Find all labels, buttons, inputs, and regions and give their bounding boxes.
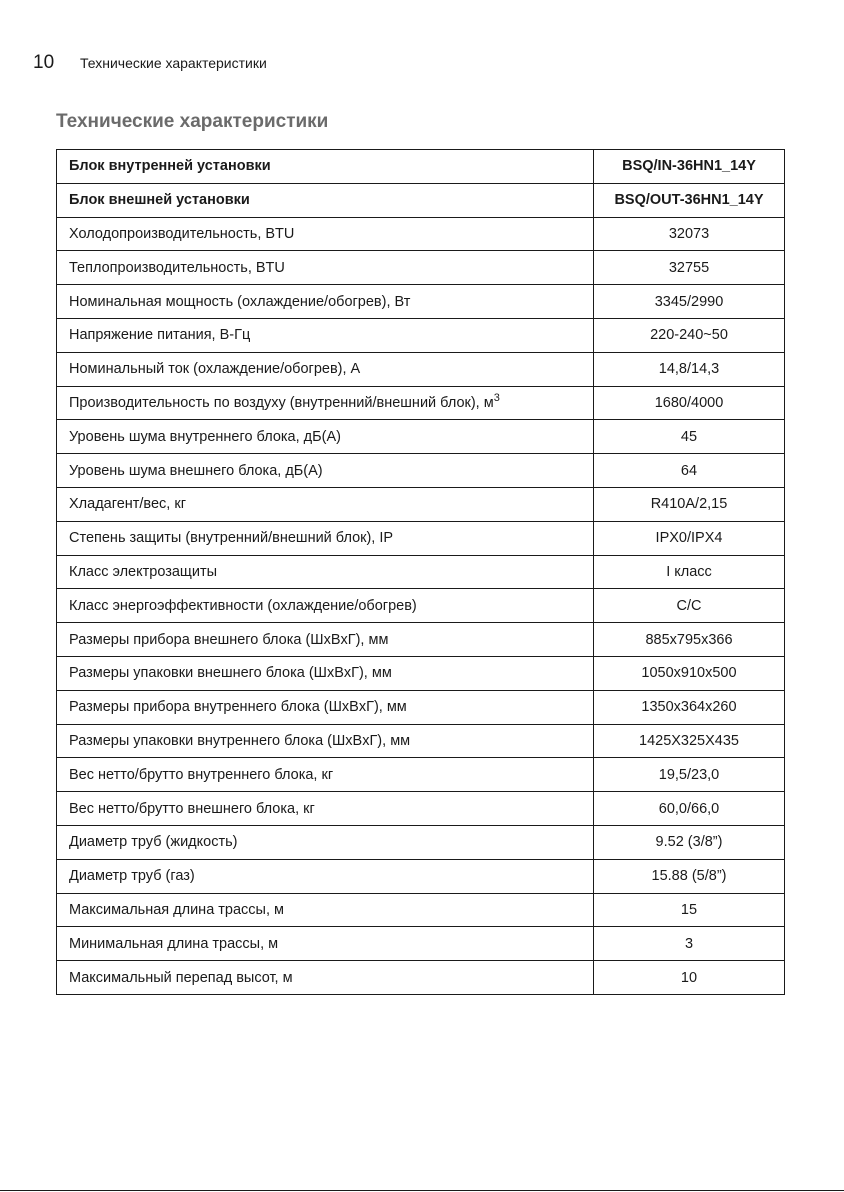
- value-cell: 15.88 (5/8”): [594, 859, 785, 893]
- param-cell: [57, 758, 594, 792]
- value-cell: 32755: [594, 251, 785, 285]
- value-cell: 1425X325X435: [594, 724, 785, 758]
- param-cell: [57, 859, 594, 893]
- value-cell: 14,8/14,3: [594, 352, 785, 386]
- table-row: [57, 623, 785, 657]
- value-cell: 45: [594, 420, 785, 454]
- value-cell: 15: [594, 893, 785, 927]
- table-row: [57, 927, 785, 961]
- table-row: [57, 454, 785, 488]
- param-cell: [57, 656, 594, 690]
- table-row: [57, 251, 785, 285]
- table-row: [57, 386, 785, 420]
- value-cell: BSQ/OUT-36HN1_14Y: [594, 183, 785, 217]
- table-row: [57, 420, 785, 454]
- param-cell: [57, 792, 594, 826]
- param-cell: [57, 825, 594, 859]
- param-label: Напряжение питания, В-Гц: [69, 327, 251, 344]
- table-row: [57, 690, 785, 724]
- param-cell: [57, 961, 594, 995]
- param-cell: [57, 251, 594, 285]
- param-cell: [57, 420, 594, 454]
- table-row: [57, 589, 785, 623]
- section-title: Технические характеристики: [56, 111, 329, 132]
- param-label: Вес нетто/брутто внутреннего блока, кг: [69, 766, 334, 783]
- param-label: Теплопроизводительность, BTU: [69, 259, 285, 276]
- param-label: Размеры прибора внешнего блока (ШxВxГ), мм: [69, 631, 389, 648]
- param-cell: [57, 589, 594, 623]
- table-row: [57, 318, 785, 352]
- value-cell: C/C: [594, 589, 785, 623]
- table-row: [57, 217, 785, 251]
- param-label: Минимальная длина трассы, м: [69, 935, 279, 952]
- table-row: [57, 825, 785, 859]
- param-cell: [57, 487, 594, 521]
- table-row: [57, 656, 785, 690]
- value-cell: 1350x364x260: [594, 690, 785, 724]
- value-cell: 220-240~50: [594, 318, 785, 352]
- running-title: Технические характеристики: [80, 55, 267, 71]
- table-row: [57, 285, 785, 319]
- page-bottom-rule: [0, 1190, 844, 1191]
- table-row: [57, 487, 785, 521]
- param-cell: [57, 555, 594, 589]
- value-cell: R410A/2,15: [594, 487, 785, 521]
- value-cell: 60,0/66,0: [594, 792, 785, 826]
- param-label: Холодопроизводительность, BTU: [69, 225, 295, 242]
- table-row: [57, 724, 785, 758]
- spec-table: [56, 149, 785, 995]
- value-cell: 9.52 (3/8”): [594, 825, 785, 859]
- value-cell: 3345/2990: [594, 285, 785, 319]
- table-header-row: [57, 150, 785, 184]
- param-label: Диаметр труб (газ): [69, 868, 195, 885]
- param-label: Размеры упаковки внутреннего блока (ШxВxГ), мм: [69, 732, 411, 749]
- param-label: Блок внутренней установки: [69, 158, 271, 175]
- param-label: Хладагент/вес, кг: [69, 496, 186, 513]
- table-header-row: [57, 183, 785, 217]
- param-label: Степень защиты (внутренний/внешний блок), IP: [69, 530, 394, 547]
- value-cell: 3: [594, 927, 785, 961]
- param-cell: [57, 318, 594, 352]
- table-row: [57, 555, 785, 589]
- param-label: Номинальный ток (охлаждение/обогрев), А: [69, 361, 361, 378]
- param-label: Номинальная мощность (охлаждение/обогрев), Вт: [69, 293, 411, 310]
- param-label: Размеры прибора внутреннего блока (ШxВxГ), мм: [69, 699, 407, 716]
- param-cell: [57, 690, 594, 724]
- param-cell: [57, 217, 594, 251]
- table-row: [57, 893, 785, 927]
- param-cell: [57, 893, 594, 927]
- param-label: Класс энергоэффективности (охлаждение/обогрев): [69, 597, 417, 614]
- table-row: [57, 758, 785, 792]
- table-row: [57, 859, 785, 893]
- value-cell: 10: [594, 961, 785, 995]
- param-label: Класс электрозащиты: [69, 563, 218, 580]
- table-row: [57, 792, 785, 826]
- param-cell: [57, 386, 594, 420]
- value-cell: IPX0/IPX4: [594, 521, 785, 555]
- param-cell: [57, 927, 594, 961]
- param-cell: [57, 724, 594, 758]
- value-cell: 19,5/23,0: [594, 758, 785, 792]
- running-header: [33, 52, 267, 76]
- value-cell: 1680/4000: [594, 386, 785, 420]
- param-label: Вес нетто/брутто внешнего блока, кг: [69, 800, 315, 817]
- param-cell: [57, 623, 594, 657]
- param-label: Уровень шума внешнего блока, дБ(А): [69, 462, 323, 479]
- value-cell: I класс: [594, 555, 785, 589]
- table-row: [57, 961, 785, 995]
- param-label: Блок внешней установки: [69, 192, 250, 209]
- value-cell: 64: [594, 454, 785, 488]
- value-cell: 885x795x366: [594, 623, 785, 657]
- param-cell: [57, 352, 594, 386]
- param-cell: [57, 521, 594, 555]
- value-cell: BSQ/IN-36HN1_14Y: [594, 150, 785, 184]
- value-cell: 32073: [594, 217, 785, 251]
- param-label: Уровень шума внутреннего блока, дБ(А): [69, 428, 341, 445]
- param-cell: [57, 285, 594, 319]
- param-unit-superscript: 3: [493, 392, 500, 405]
- param-label: Диаметр труб (жидкость): [69, 834, 238, 851]
- param-cell: [57, 150, 594, 184]
- param-cell: [57, 454, 594, 488]
- table-row: [57, 521, 785, 555]
- param-label: Максимальная длина трассы, м: [69, 901, 285, 918]
- page-number: 10: [33, 52, 55, 73]
- value-cell: 1050x910x500: [594, 656, 785, 690]
- param-label: Размеры упаковки внешнего блока (ШxВxГ), мм: [69, 665, 392, 682]
- param-cell: [57, 183, 594, 217]
- param-label: Производительность по воздуху (внутренний/внешний блок), м: [69, 394, 494, 411]
- table-row: [57, 352, 785, 386]
- spec-table-body: [57, 150, 785, 995]
- param-label: Максимальный перепад высот, м: [69, 969, 293, 986]
